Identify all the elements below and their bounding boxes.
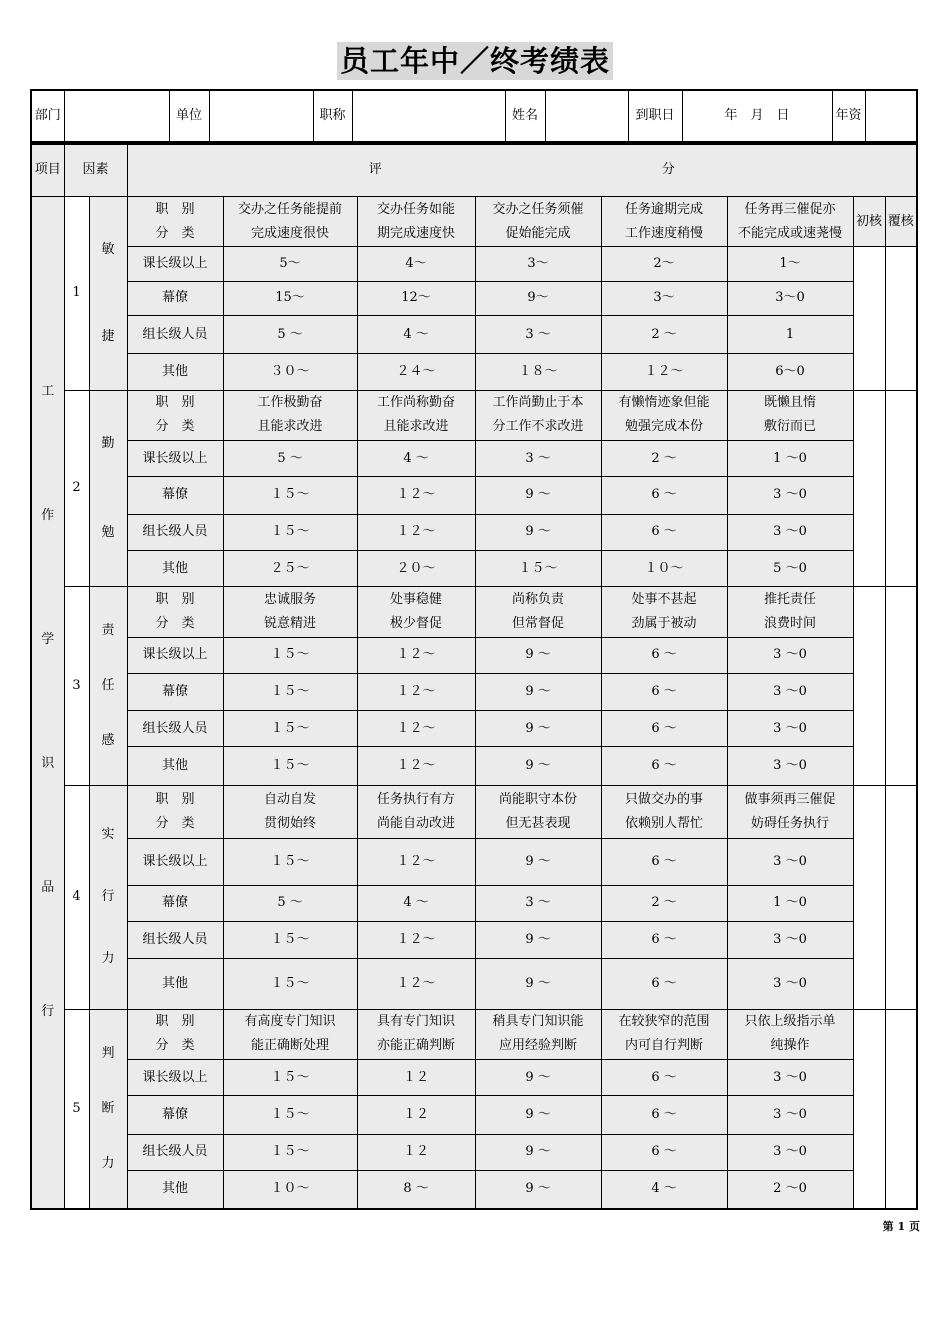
criteria-cell: 推托责任 浪费时间 [727,587,853,637]
score-cell: 3 ～ [475,885,601,921]
table-row [31,711,917,747]
score-cell: 5 ～ [223,315,357,353]
score-cell: １５～ [223,921,357,958]
score-cell: １５～ [223,747,357,785]
score-cell: １２～ [357,747,475,785]
unit-field[interactable] [209,90,313,142]
table-row [31,354,917,390]
score-cell: 3 ～0 [727,839,853,885]
score-cell: 4 ～ [357,315,475,353]
criteria-row [31,196,917,246]
score-cell: 5 ～ [223,440,357,476]
score-cell: 3 ～0 [727,921,853,958]
score-cell: 9 ～ [475,711,601,747]
score-cell: 9 ～ [475,514,601,550]
appraisal-table [30,143,918,1210]
score-cell: 8 ～ [357,1170,475,1209]
first-check-cell[interactable] [853,1009,885,1209]
factor-name: 判 断 力 [89,1009,127,1209]
score-cell: １０～ [223,1170,357,1209]
score-cell: 3 ～0 [727,747,853,785]
table-row [31,514,917,550]
category-label: 其他 [127,1170,223,1209]
category-label: 组长级人员 [127,1134,223,1170]
score-cell: 3～ [601,281,727,315]
score-cell: 3～ [475,247,601,281]
score-cell: 9 ～ [475,747,601,785]
join-date-label: 到职日 [628,90,682,142]
category-label: 组长级人员 [127,921,223,958]
score-cell: １５～ [475,550,601,586]
score-cell: 6 ～ [601,1060,727,1096]
score-cell: １８～ [475,354,601,390]
factor-name: 实 行 力 [89,785,127,1009]
score-cell: 9 ～ [475,637,601,673]
score-cell: １５～ [223,1096,357,1134]
score-cell: 4 ～ [357,440,475,476]
score-cell: 2 ～ [601,315,727,353]
page-title: 员工年中／终考绩表 [337,42,613,80]
table-row [31,673,917,710]
score-cell: 9 ～ [475,673,601,710]
score-cell: １２～ [357,959,475,1009]
criteria-cell: 做事须再三催促 妨碍任务执行 [727,785,853,838]
score-cell: １５～ [223,514,357,550]
criteria-cell: 有高度专门知识 能正确断处理 [223,1009,357,1059]
score-cell: 3 ～ [475,315,601,353]
criteria-cell: 忠诚服务 锐意精进 [223,587,357,637]
criteria-cell: 任务执行有方 尚能自动改进 [357,785,475,838]
re-check-cell[interactable] [885,587,917,786]
score-cell: １２～ [357,637,475,673]
score-cell: 3 ～0 [727,673,853,710]
criteria-row [31,587,917,637]
score-cell: 4～ [357,247,475,281]
factor-name: 敏 捷 [89,196,127,390]
category-label: 幕僚 [127,1096,223,1134]
score-cell: １０～ [601,550,727,586]
job-class-header: 职 别 分 类 [127,390,223,440]
page-number: 第 1 页 [882,1220,920,1233]
dept-label: 部门 [31,90,64,142]
first-check-cell[interactable] [853,247,885,390]
table-row [31,637,917,673]
score-cell: １５～ [223,959,357,1009]
criteria-cell: 具有专门知识 亦能正确判断 [357,1009,475,1059]
score-cell: １５～ [223,673,357,710]
score-cell: 3 ～0 [727,959,853,1009]
group-number: 5 [64,1009,89,1209]
score-cell: 12～ [357,281,475,315]
table-row [31,1170,917,1209]
score-cell: 9 ～ [475,1170,601,1209]
table-row [31,247,917,281]
score-cell: 6～0 [727,354,853,390]
re-check-header: 覆核 [885,196,917,246]
factor-name: 责 任 感 [89,587,127,786]
score-cell: 6 ～ [601,921,727,958]
score-cell: ３０～ [223,354,357,390]
score-cell: 9 ～ [475,1134,601,1170]
category-label: 幕僚 [127,885,223,921]
position-label: 职称 [313,90,352,142]
seniority-label: 年资 [832,90,865,142]
category-label: 课长级以上 [127,1060,223,1096]
score-cell: 9 ～ [475,921,601,958]
category-label: 课长级以上 [127,637,223,673]
score-cell: 9～ [475,281,601,315]
table-row [31,550,917,586]
score-cell: 6 ～ [601,673,727,710]
score-cell: 4 ～ [601,1170,727,1209]
score-cell: 3～0 [727,281,853,315]
criteria-cell: 稍具专门知识能 应用经验判断 [475,1009,601,1059]
criteria-cell: 处事不甚起 劲属于被动 [601,587,727,637]
job-class-header: 职 别 分 类 [127,785,223,838]
category-label: 其他 [127,747,223,785]
name-field[interactable] [545,90,628,142]
category-label: 课长级以上 [127,839,223,885]
score-cell: 5 ～0 [727,550,853,586]
join-date-field[interactable]: 年 月 日 [682,90,832,142]
table-row [31,477,917,514]
score-cell: 4 ～ [357,885,475,921]
table-row [31,281,917,315]
score-cell: ２５～ [223,550,357,586]
table-row [31,440,917,476]
category-label: 幕僚 [127,673,223,710]
factor-name: 勤 勉 [89,390,127,587]
score-cell: 6 ～ [601,711,727,747]
category-label: 其他 [127,550,223,586]
position-field[interactable] [352,90,505,142]
score-cell: 9 ～ [475,1096,601,1134]
score-cell: １２ [357,1134,475,1170]
score-cell: 15～ [223,281,357,315]
employee-info-table [30,89,918,143]
re-check-cell[interactable] [885,247,917,390]
score-cell: 6 ～ [601,747,727,785]
category-label: 其他 [127,959,223,1009]
table-row [31,839,917,885]
score-cell: 6 ～ [601,477,727,514]
score-cell: １２～ [357,921,475,958]
table-row [31,315,917,353]
score-cell: １２～ [357,839,475,885]
score-cell: １５～ [223,839,357,885]
category-label: 组长级人员 [127,315,223,353]
criteria-cell: 任务逾期完成 工作速度稍慢 [601,196,727,246]
criteria-cell: 在较狭窄的范围 内可自行判断 [601,1009,727,1059]
re-check-cell[interactable] [885,785,917,1009]
score-cell: 2 ～ [601,885,727,921]
criteria-row [31,390,917,440]
score-cell: 6 ～ [601,514,727,550]
score-cell: 3 ～0 [727,1060,853,1096]
table-row [31,959,917,1009]
group-number: 2 [64,390,89,587]
table-row [31,921,917,958]
criteria-cell: 只做交办的事 依赖别人帮忙 [601,785,727,838]
criteria-cell: 工作极勤奋 且能求改进 [223,390,357,440]
score-cell: 9 ～ [475,1060,601,1096]
dept-field[interactable] [64,90,169,142]
score-cell: 5 ～ [223,885,357,921]
score-header: 评 分 [127,144,917,196]
group-number: 3 [64,587,89,786]
criteria-cell: 自动自发 贯彻始终 [223,785,357,838]
category-label: 课长级以上 [127,440,223,476]
score-cell: 1 ～0 [727,885,853,921]
score-cell: 1～ [727,247,853,281]
table-row [31,885,917,921]
score-cell: １２ [357,1060,475,1096]
score-cell: 9 ～ [475,839,601,885]
score-cell: １５～ [223,637,357,673]
score-cell: 2 ～0 [727,1170,853,1209]
factor-header: 因素 [64,144,127,196]
score-cell: １５～ [223,477,357,514]
score-cell: 3 ～0 [727,711,853,747]
re-check-cell[interactable] [885,1009,917,1209]
section-label: 工 作 学 识 品 行 [31,196,64,1209]
category-label: 幕僚 [127,477,223,514]
table-row [31,1096,917,1134]
score-cell: 3 ～0 [727,1134,853,1170]
score-cell: １５～ [223,711,357,747]
score-cell: １２～ [357,477,475,514]
score-cell: 1 ～0 [727,440,853,476]
score-cell: 3 ～0 [727,637,853,673]
category-label: 组长级人员 [127,514,223,550]
job-class-header: 职 别 分 类 [127,1009,223,1059]
criteria-cell: 交办任务如能 期完成速度快 [357,196,475,246]
score-cell: ２０～ [357,550,475,586]
group-number: 1 [64,196,89,390]
criteria-cell: 有懒惰迹象但能 勉强完成本份 [601,390,727,440]
score-cell: １２～ [357,514,475,550]
criteria-cell: 尚称负责 但常督促 [475,587,601,637]
item-header: 项目 [31,144,64,196]
score-cell: 3 ～0 [727,514,853,550]
score-cell: 5～ [223,247,357,281]
score-cell: 3 ～0 [727,1096,853,1134]
criteria-cell: 任务再三催促亦 不能完成或速荛慢 [727,196,853,246]
criteria-row [31,785,917,838]
score-cell: 2～ [601,247,727,281]
first-check-cell[interactable] [853,785,885,1009]
criteria-cell: 处事稳健 极少督促 [357,587,475,637]
score-cell: １２ [357,1096,475,1134]
score-cell: １２～ [357,711,475,747]
criteria-row [31,1009,917,1059]
score-cell: 3 ～ [475,440,601,476]
score-cell: １５～ [223,1134,357,1170]
re-check-cell[interactable] [885,390,917,587]
category-label: 幕僚 [127,281,223,315]
score-cell: 2 ～ [601,440,727,476]
category-label: 组长级人员 [127,711,223,747]
name-label: 姓名 [505,90,545,142]
seniority-field[interactable] [865,90,917,142]
criteria-cell: 交办之任务能提前 完成速度很快 [223,196,357,246]
criteria-cell: 工作尚勤止于本 分工作不求改进 [475,390,601,440]
page-title-wrap [0,42,950,80]
table-row [31,747,917,785]
score-cell: 6 ～ [601,1134,727,1170]
score-cell: 6 ～ [601,839,727,885]
criteria-cell: 只依上级指示单 纯操作 [727,1009,853,1059]
score-cell: 6 ～ [601,1096,727,1134]
score-cell: １２～ [601,354,727,390]
score-cell: 9 ～ [475,477,601,514]
criteria-cell: 工作尚称勤奋 且能求改进 [357,390,475,440]
group-number: 4 [64,785,89,1009]
score-cell: １２～ [357,673,475,710]
score-cell: 6 ～ [601,637,727,673]
criteria-cell: 既懒且惰 敷衍而已 [727,390,853,440]
score-cell: 3 ～0 [727,477,853,514]
category-label: 课长级以上 [127,247,223,281]
score-cell: 6 ～ [601,959,727,1009]
table-row [31,1134,917,1170]
job-class-header: 职 别 分 类 [127,196,223,246]
first-check-cell[interactable] [853,390,885,587]
criteria-cell: 尚能职守本份 但无甚表现 [475,785,601,838]
score-cell: ２４～ [357,354,475,390]
job-class-header: 职 别 分 类 [127,587,223,637]
first-check-header: 初核 [853,196,885,246]
score-cell: 9 ～ [475,959,601,1009]
score-cell: 1 [727,315,853,353]
unit-label: 单位 [169,90,209,142]
table-row [31,1060,917,1096]
category-label: 其他 [127,354,223,390]
score-cell: １５～ [223,1060,357,1096]
criteria-cell: 交办之任务须催 促始能完成 [475,196,601,246]
first-check-cell[interactable] [853,587,885,786]
